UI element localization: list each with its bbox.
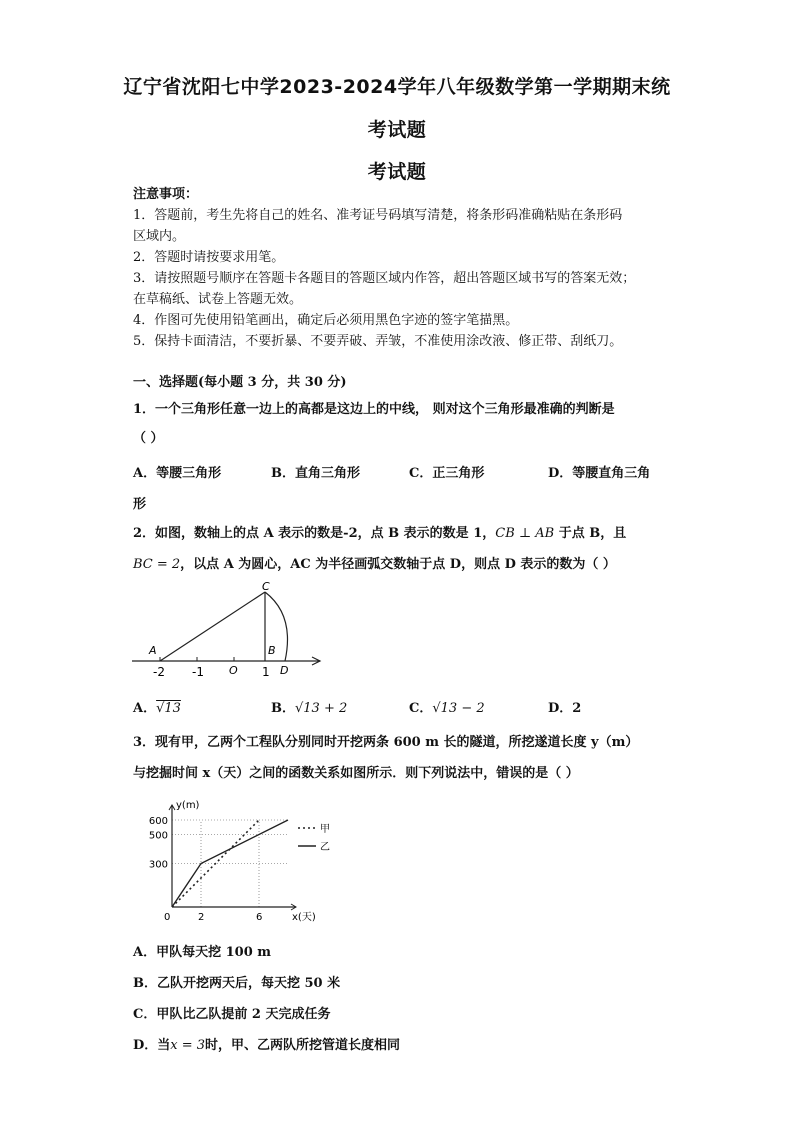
title-line-3: 考试题 — [367, 161, 427, 183]
q1-option-b[interactable]: B．直角三角形 — [271, 466, 360, 481]
q3-option-a[interactable]: A．甲队每天挖 100 m — [133, 945, 272, 960]
q2-option-b-math: √13 + 2 — [295, 701, 348, 716]
x-tick-label: 2 — [198, 912, 205, 923]
option-text: 时，甲、乙两队所挖管道长度相同 — [205, 1038, 401, 1053]
q2-text-part: 于点 B，且 — [554, 526, 627, 541]
section-heading: 一、选择题(每小题 3 分，共 30 分) — [133, 375, 347, 390]
q2-option-c[interactable] — [409, 697, 485, 716]
x-tick-label: 6 — [256, 912, 263, 923]
notice-item: 2．答题时请按要求用笔。 — [133, 250, 285, 265]
y-axis-label: y(m) — [176, 800, 200, 811]
x-tick-label: 0 — [164, 912, 171, 923]
notice-item: 区域内。 — [133, 229, 186, 244]
chart-grid — [172, 820, 288, 907]
y-tick-label: 500 — [148, 830, 168, 842]
q2-text-part: 2．如图，数轴上的点 A 表示的数是-2，点 B 表示的数是 1， — [133, 526, 496, 541]
x-axis-label: x(天) — [292, 912, 316, 923]
q1-option-d-tail: 形 — [133, 497, 147, 512]
chart-legend — [298, 823, 330, 853]
y-tick-label: 600 — [148, 816, 168, 827]
point-label-d: D — [280, 664, 289, 677]
q3-option-c[interactable]: C．甲队比乙队提前 2 天完成任务 — [133, 1007, 331, 1022]
q3-option-b[interactable]: B．乙队开挖两天后，每天挖 50 米 — [133, 976, 341, 991]
q2-text-line-2 — [133, 556, 663, 574]
notice-item: 5．保持卡面清洁，不要折暴、不要弄破、弄皱，不准使用涂改液、修正带、刮纸刀。 — [133, 334, 623, 349]
q2-text-line-1 — [133, 525, 663, 543]
q3-option-d[interactable] — [133, 1034, 400, 1053]
notice-heading: 注意事项： — [133, 187, 199, 202]
y-tick-label: 300 — [148, 859, 168, 871]
notice-item: 3．请按照题号顺序在答题卡各题目的答题区域内作答，超出答题区域书写的答案无效； — [133, 271, 636, 286]
q3-option-d-math: x = 3 — [170, 1038, 206, 1053]
title-line-1: 辽宁省沈阳七中学2023-2024学年八年级数学第一学期期末统 — [123, 76, 671, 98]
option-text: D．当 — [133, 1038, 171, 1053]
notice-item: 在草稿纸、试卷上答题无效。 — [133, 292, 303, 307]
notice-item: 1．答题前，考生先将自己的姓名、准考证号码填写清楚，将条形码准确粘贴在条形码 — [133, 208, 623, 223]
point-label-o: O — [229, 664, 238, 677]
q1-option-a[interactable]: A．等腰三角形 — [133, 466, 222, 481]
point-label-c: C — [262, 580, 270, 593]
q3-text-line-1: 3．现有甲，乙两个工程队分别同时开挖两条 600 m 长的隧道，所挖遂道长度 y（m） — [133, 735, 639, 750]
q1-text-line-2: （ ） — [133, 431, 164, 446]
q2-option-d[interactable]: D．2 — [548, 701, 582, 716]
q2-math-bc: BC = 2 — [133, 557, 181, 572]
series-line-甲 — [172, 820, 259, 907]
q2-text-part: ，以点 A 为圆心，AC 为半径画弧交数轴于点 D，则点 D 表示的数为（ ） — [180, 557, 616, 572]
legend-label-yi: 乙 — [320, 842, 330, 853]
option-letter: C． — [409, 701, 433, 716]
chart-axes — [169, 805, 296, 910]
q2-math-perp: CB ⊥ AB — [495, 526, 555, 541]
line-chart — [140, 795, 340, 930]
q1-option-c[interactable]: C．正三角形 — [409, 466, 485, 481]
notice-item: 4．作图可先使用铅笔画出，确定后必须用黑色字迹的签字笔描黑。 — [133, 313, 519, 328]
q3-text-line-2: 与挖掘时间 x（天）之间的函数关系如图所示．则下列说法中，错误的是（ ） — [133, 766, 579, 781]
q2-option-c-math: √13 − 2 — [432, 701, 485, 716]
point-label-b: B — [268, 644, 276, 657]
q2-option-a-math: √13 — [156, 701, 181, 716]
number-line-figure — [130, 580, 330, 680]
q1-option-d[interactable]: D．等腰直角三角 — [548, 466, 651, 481]
q2-option-b[interactable] — [271, 697, 347, 716]
title-line-2: 考试题 — [367, 119, 427, 141]
tick-label: -2 — [153, 665, 165, 679]
legend-label-jia: 甲 — [320, 824, 330, 835]
option-letter: B． — [271, 701, 295, 716]
tick-label: -1 — [192, 665, 204, 679]
point-label-a: A — [149, 644, 157, 657]
option-letter: A． — [133, 701, 157, 716]
q1-text-line-1: 1．一个三角形任意一边上的高都是这边上的中线， 则对这个三角形最准确的判断是 — [133, 402, 615, 417]
tick-label: 1 — [262, 665, 270, 679]
q2-option-a[interactable] — [133, 697, 181, 716]
segment-ac — [160, 592, 265, 661]
